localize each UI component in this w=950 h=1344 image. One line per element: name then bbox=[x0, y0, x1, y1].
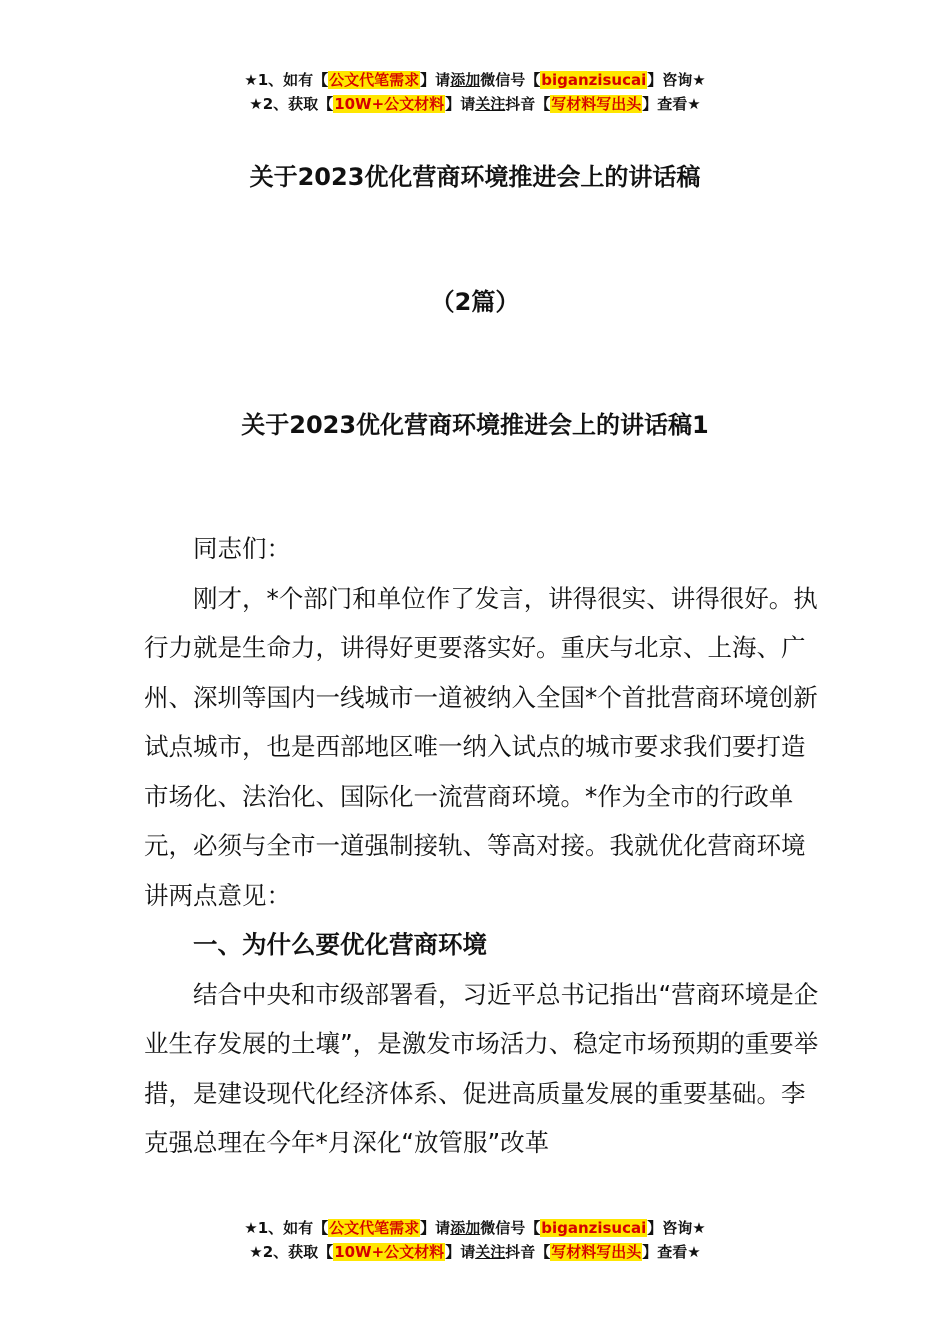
banner-text: 】查看★ bbox=[642, 1243, 701, 1261]
header-banner bbox=[0, 68, 950, 116]
highlight-materials: 10W+公文材料 bbox=[334, 1243, 445, 1261]
banner-text: 微信号【 bbox=[480, 1219, 541, 1237]
salutation: 同志们： bbox=[193, 534, 291, 563]
banner-text: 】请 bbox=[420, 71, 451, 89]
section-heading: 一、为什么要优化营商环境 bbox=[193, 930, 487, 959]
banner-text: ★1、如有【 bbox=[244, 71, 329, 89]
banner-text: 抖音【 bbox=[505, 95, 551, 113]
document-subtitle: （2篇） bbox=[430, 288, 520, 316]
document-body bbox=[144, 524, 824, 1168]
underlined-text: 关注 bbox=[475, 95, 506, 113]
highlight-wechat-id: biganzisucai bbox=[541, 71, 647, 89]
banner-line-2 bbox=[0, 92, 950, 116]
footer-banner bbox=[0, 1216, 950, 1264]
underlined-text: 添加 bbox=[450, 1219, 481, 1237]
banner-text: 】查看★ bbox=[642, 95, 701, 113]
highlight-wechat-id: biganzisucai bbox=[541, 1219, 647, 1237]
underlined-text: 关注 bbox=[475, 1243, 506, 1261]
document-title: 关于2023优化营商环境推进会上的讲话稿 bbox=[249, 163, 701, 191]
highlight-douyin: 写材料写出头 bbox=[551, 95, 642, 113]
banner-text: ★1、如有【 bbox=[244, 1219, 329, 1237]
banner-text: 】咨询★ bbox=[647, 71, 706, 89]
highlight-service: 公文代笔需求 bbox=[329, 1219, 420, 1237]
banner-line-1 bbox=[0, 68, 950, 92]
banner-text: 】咨询★ bbox=[647, 1219, 706, 1237]
underlined-text: 添加 bbox=[450, 71, 481, 89]
banner-text: 微信号【 bbox=[480, 71, 541, 89]
banner-line-2 bbox=[0, 1240, 950, 1264]
banner-text: ★2、获取【 bbox=[249, 95, 334, 113]
banner-text: 抖音【 bbox=[505, 1243, 551, 1261]
banner-line-1 bbox=[0, 1216, 950, 1240]
highlight-service: 公文代笔需求 bbox=[329, 71, 420, 89]
banner-text: 】请 bbox=[445, 1243, 476, 1261]
banner-text: ★2、获取【 bbox=[249, 1243, 334, 1261]
body-paragraph: 刚才，*个部门和单位作了发言，讲得很实、讲得很好。执行力就是生命力，讲得好更要落实好。重庆与北京、上海、广州、深圳等国内一线城市一道被纳入全国*个首批营商环境创新试点城市，也是西部地区唯一纳入试点的城市要求我们要打造市场化、法治化、国际化一流营商环境。*作为全市的行政单元，必须与全市一道强制接轨、等高对接。我就优化营商环境讲两点意见： bbox=[144, 583, 818, 910]
banner-text: 】请 bbox=[420, 1219, 451, 1237]
highlight-materials: 10W+公文材料 bbox=[334, 95, 445, 113]
highlight-douyin: 写材料写出头 bbox=[551, 1243, 642, 1261]
section-title: 关于2023优化营商环境推进会上的讲话稿1 bbox=[241, 411, 709, 439]
body-paragraph: 结合中央和市级部署看，习近平总书记指出“营商环境是企业生存发展的土壤”，是激发市场活力、稳定市场预期的重要举措，是建设现代化经济体系、促进高质量发展的重要基础。李克强总理在今年*月深化“放管服”改革 bbox=[144, 979, 819, 1157]
banner-text: 】请 bbox=[445, 95, 476, 113]
